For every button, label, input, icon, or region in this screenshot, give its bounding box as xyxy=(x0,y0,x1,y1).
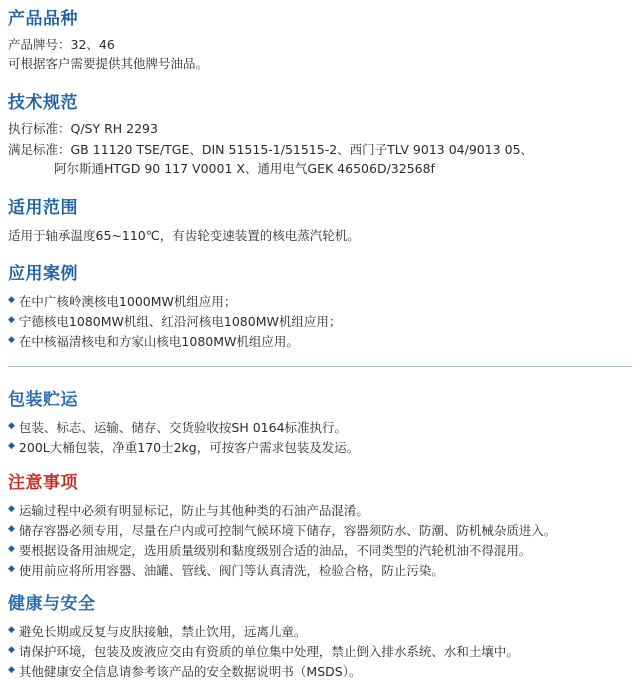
body-text: 满足标准：GB 11120 TSE/TGE、DIN 51515-1/51515-2、西门子TLV 9013 04/9013 05、 xyxy=(8,142,534,157)
diamond-bullet-icon: ◆ xyxy=(8,295,15,305)
list-item-label: 使用前应将所用容器、油罐、管线、阀门等认真清洗，检验合格，防止污染。 xyxy=(18,562,444,578)
section-heading: 应用案例 xyxy=(8,264,78,285)
section-heading: 包装贮运 xyxy=(8,390,78,410)
section-application-scope xyxy=(0,197,640,245)
diamond-bullet-icon: ◆ xyxy=(8,624,15,635)
diamond-bullet-icon: ◆ xyxy=(8,563,15,574)
list-item-label: 在中核福清核电和方家山核电1080MW机组应用。 xyxy=(18,334,299,349)
body-text: 执行标准：Q/SY RH 2293 xyxy=(8,120,158,136)
body-text: 产品牌号：32、46 xyxy=(8,36,115,52)
diamond-bullet-icon: ◆ xyxy=(8,644,15,655)
section-divider xyxy=(8,366,632,367)
diamond-bullet-icon: ◆ xyxy=(8,664,15,675)
list-item xyxy=(8,292,632,312)
list-item xyxy=(8,642,632,662)
diamond-bullet-icon: ◆ xyxy=(8,440,15,451)
list-item xyxy=(8,541,632,561)
diamond-bullet-icon: ◆ xyxy=(8,315,15,325)
list-item xyxy=(8,521,632,541)
list-item-label: 请保护环境，包装及废液应交由有资质的单位集中处理，禁止倒入排水系统、水和土壤中。 xyxy=(18,643,519,659)
section-health-safety xyxy=(0,593,640,682)
diamond-bullet-icon: ◆ xyxy=(8,420,15,431)
diamond-bullet-icon: ◆ xyxy=(8,543,15,554)
diamond-bullet-icon: ◆ xyxy=(8,335,15,345)
section-heading: 产品品种 xyxy=(8,9,78,29)
section-product-varieties xyxy=(0,0,640,74)
list-item-label: 200L大桶包装，净重170士2kg，可按客户需求包装及发运。 xyxy=(18,439,360,455)
section-heading: 适用范围 xyxy=(8,197,78,218)
body-text: 适用于轴承温度65~110℃，有齿轮变速装置的核电蒸汽轮机。 xyxy=(8,227,360,243)
section-heading: 技术规范 xyxy=(8,92,78,113)
section-technical-specs xyxy=(0,92,640,179)
list-item xyxy=(8,501,632,521)
diamond-bullet-icon: ◆ xyxy=(8,523,15,534)
list-item xyxy=(8,438,632,458)
list-item-label: 包装、标志、运输、储存、交货验收按SH 0164标准执行。 xyxy=(18,419,348,435)
list-item xyxy=(8,332,632,352)
list-item-label: 其他健康安全信息请参考该产品的安全数据说明书（MSDS）。 xyxy=(18,663,362,679)
section-precautions xyxy=(0,472,640,581)
list-item-label: 宁德核电1080MW机组、红沿河核电1080MW机组应用； xyxy=(18,314,342,329)
section-heading: 健康与安全 xyxy=(8,593,96,614)
diamond-bullet-icon: ◆ xyxy=(8,503,15,514)
body-text: 可根据客户需要提供其他牌号油品。 xyxy=(8,56,209,72)
list-item-label: 要根据设备用油规定，选用质量级别和黏度级别合适的油品，不同类型的汽轮机油不得混用。 xyxy=(18,542,532,558)
list-item-label: 运输过程中必须有明显标记，防止与其他种类的石油产品混淆。 xyxy=(18,502,369,518)
list-item-label: 避免长期或反复与皮肤接触，禁止饮用，远离儿童。 xyxy=(18,623,307,639)
list-item xyxy=(8,312,632,332)
section-packaging-storage xyxy=(0,389,640,458)
section-application-cases xyxy=(0,263,640,352)
list-item xyxy=(8,622,632,642)
list-item-label: 储存容器必须专用，尽量在户内或可控制气候环境下储存，容器须防水、防潮、防机械杂质进入。 xyxy=(18,522,557,538)
list-item xyxy=(8,561,632,581)
section-heading: 注意事项 xyxy=(8,472,78,493)
list-item xyxy=(8,662,632,682)
body-text: 阿尔斯通HTGD 90 117 V0001 X、通用电气GEK 46506D/32568f xyxy=(54,161,435,177)
list-item xyxy=(8,418,632,438)
list-item-label: 在中广核岭澳核电1000MW机组应用； xyxy=(18,294,237,309)
